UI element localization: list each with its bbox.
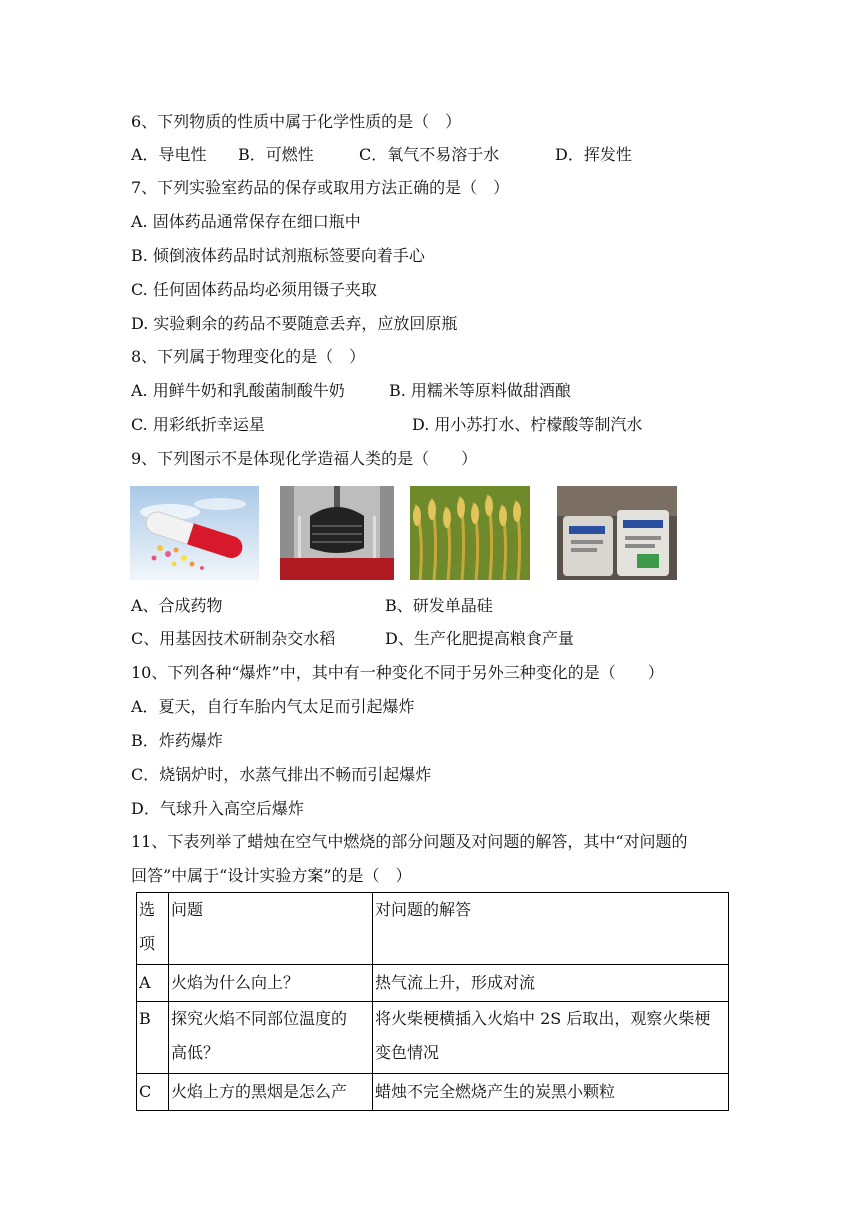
q8-stem: 8、下列属于物理变化的是（ ） — [131, 347, 366, 366]
header-option — [137, 893, 169, 965]
q6-option-a: A．导电性 — [131, 145, 207, 164]
row-answer: 将火柴梗横插入火焰中 2S 后取出，观察火柴梗 变色情况 — [373, 1002, 729, 1074]
q10-stem: 10、下列各种“爆炸”中，其中有一种变化不同于另外三种变化的是（ ） — [131, 663, 664, 682]
q6-stem: 6、下列物质的性质中属于化学性质的是（ ） — [131, 112, 462, 131]
row-question: 火焰为什么向上？ — [169, 965, 373, 1002]
header-question: 问题 — [169, 893, 373, 965]
row-option: C — [137, 1074, 169, 1111]
q9-stem: 9、下列图示不是体现化学造福人类的是（ ） — [131, 449, 478, 468]
q11-table — [136, 892, 729, 1111]
header-answer: 对问题的解答 — [373, 893, 729, 965]
silicon-crystal-image — [280, 486, 394, 580]
row-option: A — [137, 965, 169, 1002]
q6-option-b: B．可燃性 — [238, 145, 314, 164]
q9-option-d: D、生产化肥提高粮食产量 — [385, 629, 574, 648]
pill-capsule-image — [130, 486, 259, 580]
q10-option-a: A．夏天，自行车胎内气太足而引起爆炸 — [131, 697, 415, 716]
q11-stem-line1: 11、下表列举了蜡烛在空气中燃烧的部分问题及对问题的解答，其中“对问题的 — [131, 832, 688, 851]
fertilizer-bags-image — [557, 486, 677, 580]
q7-stem: 7、下列实验室药品的保存或取用方法正确的是（ ） — [131, 178, 510, 197]
row-question: 火焰上方的黑烟是怎么产 — [169, 1074, 373, 1111]
row-option: B — [137, 1002, 169, 1074]
row-answer: 蜡烛不完全燃烧产生的炭黑小颗粒 — [373, 1074, 729, 1111]
q8-option-b: B. 用糯米等原料做甜酒酿 — [389, 381, 571, 400]
q8-option-d: D. 用小苏打水、柠檬酸等制汽水 — [412, 415, 643, 434]
q6-option-c: C．氧气不易溶于水 — [359, 145, 500, 164]
table-row — [137, 965, 729, 1002]
q8-option-c: C. 用彩纸折幸运星 — [131, 415, 265, 434]
q9-option-a: A、合成药物 — [131, 596, 223, 615]
q9-option-b: B、研发单晶硅 — [385, 596, 493, 615]
q10-option-d: D．气球升入高空后爆炸 — [131, 799, 304, 818]
q10-option-c: C．烧锅炉时，水蒸气排出不畅而引起爆炸 — [131, 765, 432, 784]
q9-option-c: C、用基因技术研制杂交水稻 — [131, 629, 336, 648]
q7-option-c: C. 任何固体药品均必须用镊子夹取 — [131, 280, 377, 299]
q7-option-b: B. 倾倒液体药品时试剂瓶标签要向着手心 — [131, 246, 425, 265]
header-option-line2: 项 — [139, 934, 156, 953]
q11-stem-line2: 回答”中属于“设计实验方案”的是（ ） — [131, 866, 412, 885]
row-answer: 热气流上升，形成对流 — [373, 965, 729, 1002]
q6-option-d: D．挥发性 — [555, 145, 632, 164]
table-header-row — [137, 893, 729, 965]
q8-option-a: A. 用鲜牛奶和乳酸菌制酸牛奶 — [131, 381, 345, 400]
q10-option-b: B．炸药爆炸 — [131, 731, 223, 750]
table-row — [137, 1074, 729, 1111]
table-row — [137, 1002, 729, 1074]
header-option-line1: 选 — [139, 900, 156, 919]
row-question: 探究火焰不同部位温度的 高低？ — [169, 1002, 373, 1074]
hybrid-rice-image — [410, 486, 530, 580]
q7-option-a: A. 固体药品通常保存在细口瓶中 — [131, 212, 361, 231]
q7-option-d: D. 实验剩余的药品不要随意丢弃，应放回原瓶 — [131, 314, 458, 333]
